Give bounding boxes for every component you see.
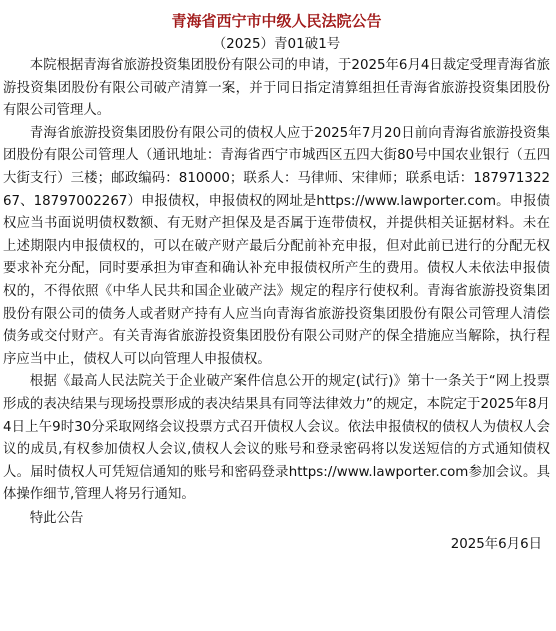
paragraph-acceptance: 本院根据青海省旅游投资集团股份有限公司的申请，于2025年6月4日裁定受理青海省旅游投资集团股份有限公司破产清算一案，并于同日指定清算组担任青海省旅游投资集团股份有限公司管理人。 — [3, 58, 550, 119]
notice-date: 2025年6月6日 — [450, 537, 542, 553]
paragraph-claim-declaration: 青海省旅游投资集团股份有限公司的债权人应于2025年7月20日前向青海省旅游投资集团股份有限公司管理人（通讯地址：青海省西宁市城西区五四大街80号中国农业银行（五四大街支行）三楼；邮政编码：810000；联系人：马律师、宋律师；联系电话：18797132267、18797002267）申报债权，申报债权的网址是https://www.lawporter.com。申报债权应当书面说明债权数额、有无财产担保及是否属于连带债权，并提供相关证据材料。未在上述期限内申报债权的，可以在破产财产最后分配前补充申报，但对此前已进行的分配无权要求补充分配，同时要承担为审查和确认补充申报债权所产生的费用。债权人未依法申报债权的，不得依照《中华人民共和国企业破产法》规定的程序行使权利。青海省旅游投资集团股份有限公司的债务人或者财产持有人应当向青海省旅游投资集团股份有限公司管理人清偿债务或交付财产。有关青海省旅游投资集团股份有限公司财产的保全措施应当解除，执行程序应当中止，债权人可以向管理人申报债权。 — [3, 125, 550, 367]
closing-text: 特此公告 — [29, 510, 84, 526]
notice-title: 青海省西宁市中级人民法院公告 — [171, 12, 382, 30]
case-number: （2025）青01破1号 — [212, 36, 341, 52]
paragraph-creditors-meeting: 根据《最高人民法院关于企业破产案件信息公开的规定(试行)》第十一条关于“网上投票形成的表决结果与现场投票形成的表决结果具有同等法律效力”的规定，本院定于2025年8月4日上午9时30分采取网络会议投票方式召开债权人会议。依法申报债权的债权人为债权人会议的成员,有权参加债权人会议,债权人会议的账号和登录密码将以发送短信的方式通知债权人。届时债权人可凭短信通知的账号和密码登录https://www.lawporter.com参加会议。具体操作细节,管理人将另行通知。 — [3, 374, 550, 503]
